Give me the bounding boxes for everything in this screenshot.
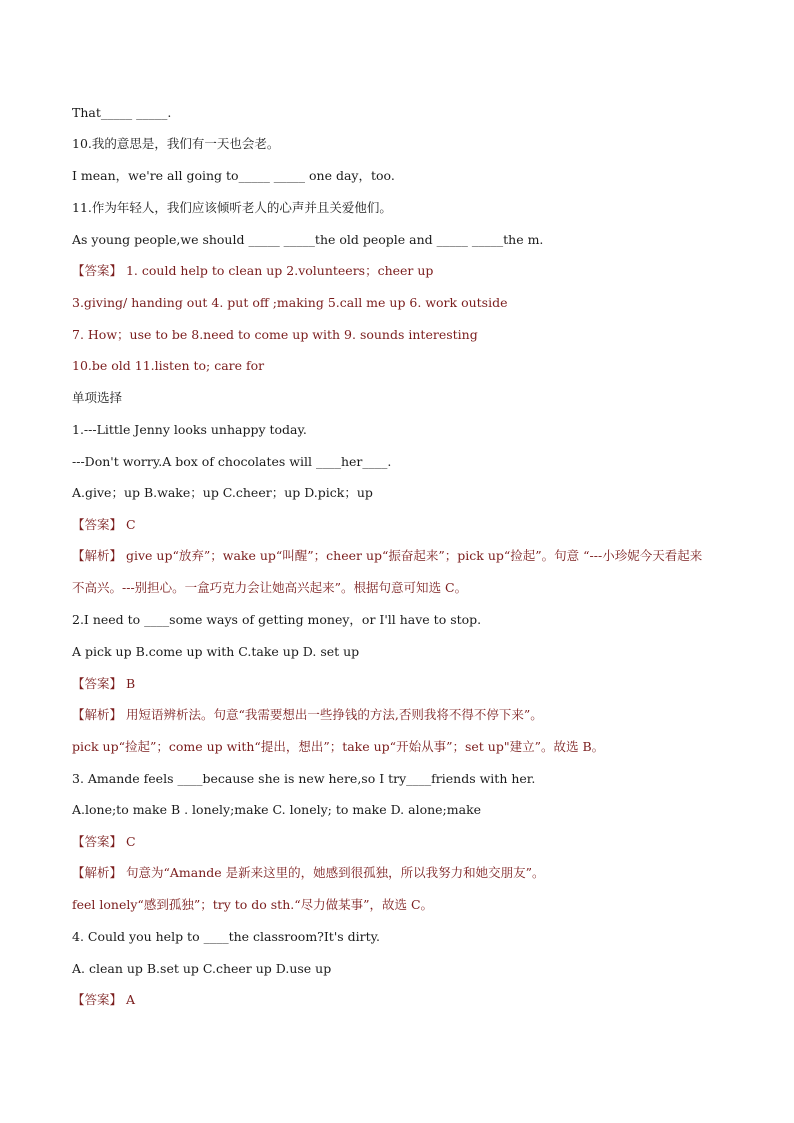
question-11-english: As young people,we should _____ _____the old people and _____ _____the m. bbox=[72, 232, 544, 247]
mc-question-2-analysis-line-2: pick up“捡起”；come up with“提出，想出”；take up“开始从事”；set up"建立”。故选 B。 bbox=[72, 739, 605, 754]
mc-question-2-options: A pick up B.come up with C.take up D. set up bbox=[72, 644, 360, 659]
mc-question-2-analysis-line-1: 【解析】 用短语辨析法。句意“我需要想出一些挣钱的方法,否则我将不得不停下来”。 bbox=[72, 707, 543, 722]
mc-question-1-analysis-line-1: 【解析】 give up“放弃”；wake up“叫醒”；cheer up“振奋起来”；pick up“捡起”。句意 “---小珍妮今天看起来 bbox=[72, 548, 703, 563]
mc-question-2-stem: 2.I need to ____some ways of getting money，or I'll have to stop. bbox=[72, 612, 482, 627]
question-10-english: I mean，we're all going to_____ _____ one day，too. bbox=[72, 168, 395, 183]
mc-question-3-options: A.lone;to make B . lonely;make C. lonely; to make D. alone;make bbox=[72, 802, 482, 817]
mc-question-4-options: A. clean up B.set up C.cheer up D.use up bbox=[72, 961, 332, 976]
mc-question-3-stem: 3. Amande feels ____because she is new here,so I try____friends with her. bbox=[72, 771, 536, 786]
mc-question-1-answer: 【答案】 C bbox=[72, 517, 136, 532]
mc-question-3-analysis-line-1: 【解析】 句意为“Amande 是新来这里的，她感到很孤独，所以我努力和她交朋友”。 bbox=[72, 865, 545, 880]
answer-key-line-3: 7. How；use to be 8.need to come up with 9. sounds interesting bbox=[72, 327, 478, 342]
answer-key-line-2: 3.giving/ handing out 4. put off ;making 5.call me up 6. work outside bbox=[72, 295, 508, 310]
answer-key-line-4: 10.be old 11.listen to; care for bbox=[72, 358, 265, 373]
mc-question-1-line-2: ---Don't worry.A box of chocolates will ____her____. bbox=[72, 454, 392, 469]
mc-question-4-stem: 4. Could you help to ____the classroom?It's dirty. bbox=[72, 929, 381, 944]
answer-key-line-1: 【答案】 1. could help to clean up 2.volunteers；cheer up bbox=[72, 263, 434, 278]
question-11-chinese: 11.作为年轻人，我们应该倾听老人的心声并且关爱他们。 bbox=[72, 200, 392, 215]
mc-question-1-line-1: 1.---Little Jenny looks unhappy today. bbox=[72, 422, 307, 437]
question-10-chinese: 10.我的意思是，我们有一天也会老。 bbox=[72, 136, 280, 151]
mc-question-3-answer: 【答案】 C bbox=[72, 834, 136, 849]
question-9-blank-line: That_____ _____. bbox=[72, 105, 172, 120]
mc-question-1-analysis-line-2: 不高兴。---别担心。一盒巧克力会让她高兴起来”。根据句意可知选 C。 bbox=[72, 580, 468, 595]
mc-question-4-answer: 【答案】 A bbox=[72, 992, 136, 1007]
mc-question-1-options: A.give；up B.wake；up C.cheer；up D.pick；up bbox=[72, 485, 373, 500]
section-heading-multiple-choice: 单项选择 bbox=[72, 390, 123, 405]
mc-question-3-analysis-line-2: feel lonely“感到孤独”；try to do sth.“尽力做某事”，故选 C。 bbox=[72, 897, 434, 912]
mc-question-2-answer: 【答案】 B bbox=[72, 676, 136, 691]
